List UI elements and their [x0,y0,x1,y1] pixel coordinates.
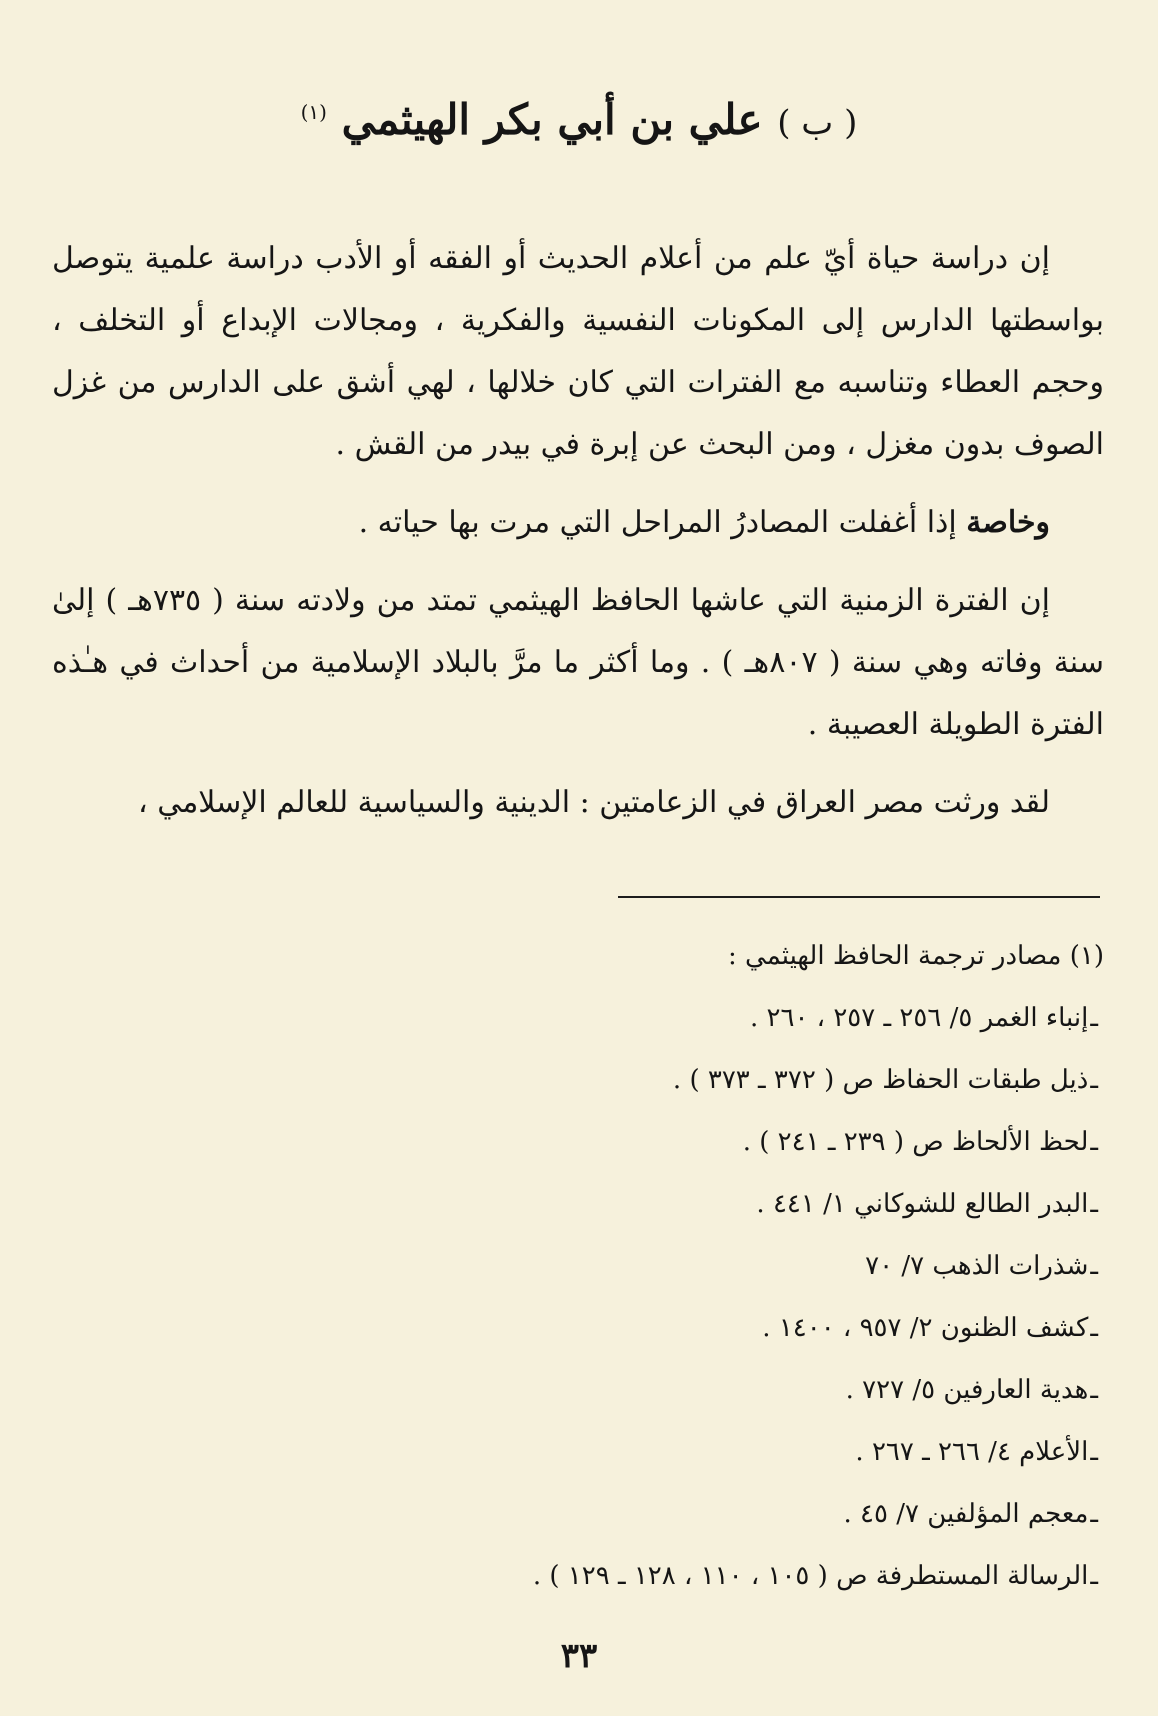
source-list [60,987,1104,1607]
paragraph-4: لقد ورثت مصر العراق في الزعامتين : الدينية والسياسية للعالم الإسلامي ، [137,785,1050,820]
source-text: لحظ الألحاظ ص ( ٢٣٩ ـ ٢٤١ ) . [742,1127,1089,1157]
heading-title: علي بن أبي بكر الهيثمي [341,95,763,144]
list-dash: ـ [1090,1251,1098,1281]
source-item [60,1111,1098,1173]
list-dash: ـ [1090,1499,1098,1529]
source-text: معجم المؤلفين ٧/ ٤٥ . [843,1499,1089,1529]
footnote-intro: (١) مصادر ترجمة الحافظ الهيثمي : [728,941,1104,971]
source-text: الرسالة المستطرفة ص ( ١٠٥ ، ١١٠ ، ١٢٨ ـ ١٢٩ ) . [532,1561,1089,1591]
list-dash: ـ [1090,1313,1098,1343]
source-item [60,987,1098,1049]
list-dash: ـ [1090,1003,1098,1033]
main-body [52,228,1104,850]
list-dash: ـ [1090,1189,1098,1219]
paragraph-1: إن دراسة حياة أيّ علم من أعلام الحديث أو الفقه أو الأدب دراسة علمية يتوصل بواسطتها الدارس إلى المكونات النفسية والفكرية ، ومجالات الإبداع أو التخلف ، وحجم العطاء وتناسبه مع الفترات التي كان خلالها ، لهي أشق على الدارس من غزل الصوف بدون مغزل ، ومن البحث عن إبرة في بيدر من القش . [52,241,1104,462]
section-letter: ( ب ) [777,103,858,143]
paragraph-2-text: إذا أغفلت المصادرُ المراحل التي مرت بها حياته . [358,505,967,540]
source-item [60,1421,1098,1483]
footnotes [60,925,1104,1607]
source-item [60,1297,1098,1359]
footnote-separator [618,896,1100,898]
list-dash: ـ [1090,1127,1098,1157]
page-number: ٣٣ [560,1636,598,1676]
list-dash: ـ [1090,1437,1098,1467]
list-dash: ـ [1090,1561,1098,1591]
source-item [60,1483,1098,1545]
source-item [60,1545,1098,1607]
source-item [60,1235,1098,1297]
source-text: كشف الظنون ٢/ ٩٥٧ ، ١٤٠٠ . [762,1313,1089,1343]
source-text: إنباء الغمر ٥/ ٢٥٦ ـ ٢٥٧ ، ٢٦٠ . [749,1003,1089,1033]
source-text: هدية العارفين ٥/ ٧٢٧ . [845,1375,1089,1405]
paragraph-3: إن الفترة الزمنية التي عاشها الحافظ الهيثمي تمتد من ولادته سنة ( ٧٣٥هـ ) إلىٰ سنة وفاته وهي سنة ( ٨٠٧هـ ) . وما أكثر ما مرَّ بالبلاد الإسلامية من أحداث في هـٰذه الفترة الطويلة العصيبة . [52,583,1104,742]
source-item [60,1359,1098,1421]
source-text: الأعلام ٤/ ٢٦٦ ـ ٢٦٧ . [855,1437,1089,1467]
source-item [60,1173,1098,1235]
source-item [60,1049,1098,1111]
paragraph-2 [52,492,1104,554]
source-text: ذيل طبقات الحفاظ ص ( ٣٧٢ ـ ٣٧٣ ) . [672,1065,1089,1095]
list-dash: ـ [1090,1065,1098,1095]
list-dash: ـ [1090,1375,1098,1405]
source-text: شذرات الذهب ٧/ ٧٠ [865,1251,1089,1281]
paragraph-2-bold-lead: وخاصة [966,505,1050,540]
source-text: البدر الطالع للشوكاني ١/ ٤٤١ . [756,1189,1089,1219]
section-heading [250,82,908,153]
heading-footnote-ref[interactable]: (١) [300,100,327,124]
